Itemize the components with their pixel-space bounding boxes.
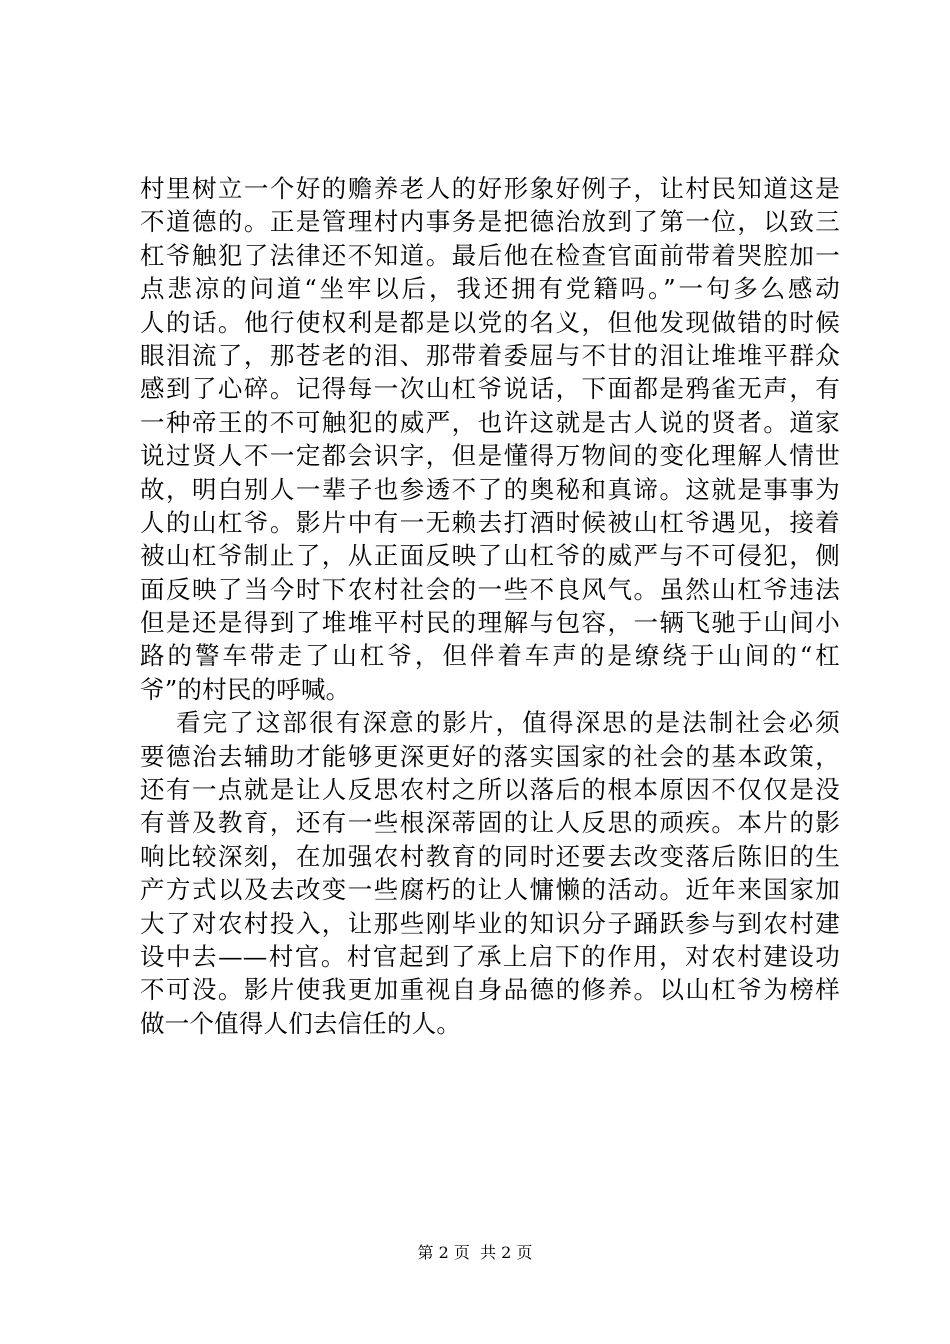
text-line: 路的警车带走了山杠爷，但伴着车声的是缭绕于山间的“杠 <box>140 641 840 671</box>
paragraph <box>140 172 840 706</box>
text-line: 人的话。他行使权利是都是以党的名义，但他发现做错的时候 <box>140 307 840 337</box>
text-line: 还有一点就是让人反思农村之所以落后的根本原因不仅仅是没 <box>140 775 840 805</box>
paragraph <box>140 706 840 1040</box>
text-line: 眼泪流了，那苍老的泪、那带着委屈与不甘的泪让堆堆平群众 <box>140 340 840 370</box>
text-line: 面反映了当今时下农村社会的一些不良风气。虽然山杠爷违法 <box>140 574 840 604</box>
text-line: 杠爷触犯了法律还不知道。最后他在检查官面前带着哭腔加一 <box>140 240 840 270</box>
text-line: 有普及教育，还有一些根深蒂固的让人反思的顽疾。本片的影 <box>140 808 840 838</box>
text-line: 爷”的村民的呼喊。 <box>140 674 351 704</box>
text-line: 响比较深刻，在加强农村教育的同时还要去改变落后陈旧的生 <box>140 841 840 871</box>
text-line: 村里树立一个好的赡养老人的好形象好例子，让村民知道这是 <box>140 174 840 203</box>
text-line: 说过贤人不一定都会识字，但是懂得万物间的变化理解人情世 <box>140 441 840 471</box>
text-line: 不可没。影片使我更加重视自身品德的修养。以山杠爷为榜样 <box>140 975 840 1005</box>
text-line: 看完了这部很有深意的影片，值得深思的是法制社会必须 <box>176 708 840 738</box>
text-line: 人的山杠爷。影片中有一无赖去打酒时候被山杠爷遇见，接着 <box>140 507 840 537</box>
text-line: 大了对农村投入，让那些刚毕业的知识分子踊跃参与到农村建 <box>140 908 840 938</box>
text-line: 故，明白别人一辈子也参透不了的奥秘和真谛。这就是事事为 <box>140 474 840 504</box>
text-line: 产方式以及去改变一些腐朽的让人慵懒的活动。近年来国家加 <box>140 875 840 905</box>
text-line: 一种帝王的不可触犯的威严，也许这就是古人说的贤者。道家 <box>140 407 840 437</box>
text-line: 但是还是得到了堆堆平村民的理解与包容，一辆飞驰于山间小 <box>140 608 840 638</box>
text-line: 被山杠爷制止了，从正面反映了山杠爷的威严与不可侵犯，侧 <box>140 541 840 571</box>
body-text <box>140 172 840 1040</box>
text-line: 设中去——村官。村官起到了承上启下的作用，对农村建设功 <box>140 941 840 971</box>
page-number: 第 2 页 <box>417 1243 470 1262</box>
footer-separator <box>470 1243 480 1262</box>
page-footer <box>0 1243 950 1263</box>
text-line: 点悲凉的问道“坐牢以后，我还拥有党籍吗。”一句多么感动 <box>140 274 840 304</box>
total-pages: 共 2 页 <box>480 1243 533 1262</box>
text-line: 做一个值得人们去信任的人。 <box>140 1008 462 1038</box>
text-line: 感到了心碎。记得每一次山杠爷说话，下面都是鸦雀无声，有 <box>140 374 840 404</box>
text-line: 要德治去辅助才能够更深更好的落实国家的社会的基本政策， <box>140 741 840 771</box>
text-line: 不道德的。正是管理村内事务是把德治放到了第一位，以致三 <box>140 207 840 237</box>
